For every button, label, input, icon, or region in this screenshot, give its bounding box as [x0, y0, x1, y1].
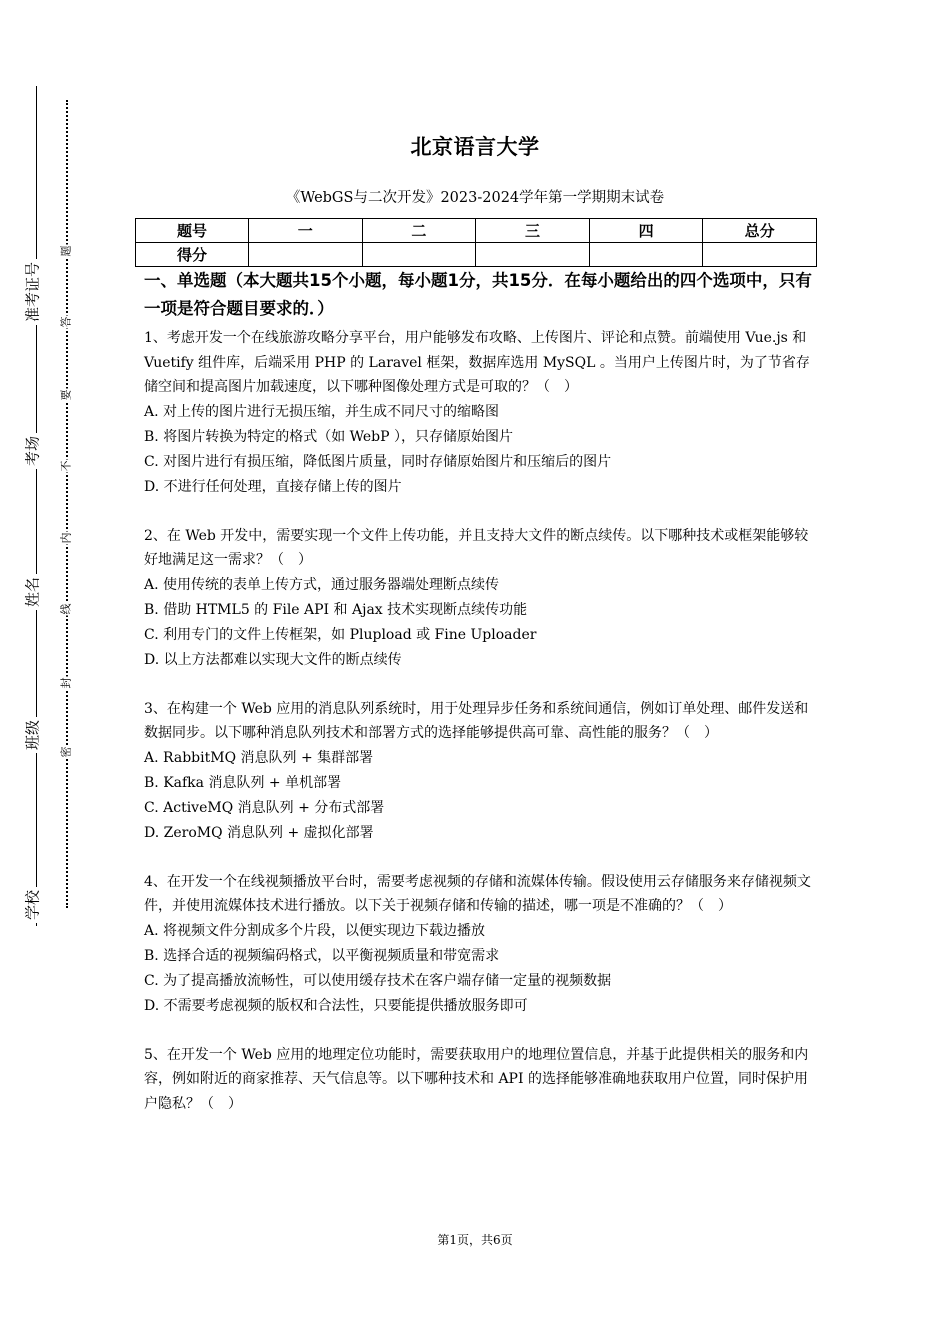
question-stem: 2、在 Web 开发中，需要实现一个文件上传功能，并且支持大文件的断点续传。以下哪种技术或框架能够较好地满足这一需求？（ ）: [144, 527, 809, 568]
score-cell: [476, 243, 590, 267]
question-2: [144, 524, 814, 673]
exam-room-field-label: 考场: [22, 433, 43, 469]
question-stem: 4、在开发一个在线视频播放平台时，需要考虑视频的存储和流媒体传输。假设使用云存储服务来存储视频文件，并使用流媒体技术进行播放。以下关于视频存储和传输的描述，哪一项是不准确的？（ ）: [144, 873, 811, 914]
seal-char: 封: [59, 677, 73, 689]
table-header-cell: 二: [362, 219, 476, 243]
option-d: D. 以上方法都难以实现大文件的断点续传: [144, 651, 402, 668]
score-cell: [589, 243, 703, 267]
seal-char: 线: [59, 603, 73, 615]
exam-title: 《WebGS与二次开发》2023-2024学年第一学期期末试卷: [285, 190, 665, 206]
name-field-label: 姓名: [22, 574, 43, 610]
seal-char: 答: [59, 316, 73, 328]
question-1: [144, 326, 814, 500]
option-a: A. 使用传统的表单上传方式，通过服务器端处理断点续传: [144, 576, 500, 593]
option-d: D. 不需要考虑视频的版权和合法性，只要能提供播放服务即可: [144, 997, 528, 1014]
option-c: C. 利用专门的文件上传框架，如 Plupload 或 Fine Uploader: [144, 626, 537, 643]
table-header-cell: 总分: [703, 219, 817, 243]
score-table: [135, 218, 817, 267]
option-b: B. Kafka 消息队列 + 单机部署: [144, 774, 342, 791]
question-stem: 3、在构建一个 Web 应用的消息队列系统时，用于处理异步任务和系统间通信，例如订单处理、邮件发送和数据同步。以下哪种消息队列技术和部署方式的选择能够提供高可靠、高性能的服务？（ ）: [144, 700, 809, 741]
table-header-cell: 一: [249, 219, 363, 243]
option-a: A. 对上传的图片进行无损压缩，并生成不同尺寸的缩略图: [144, 403, 500, 420]
option-c: C. ActiveMQ 消息队列 + 分布式部署: [144, 799, 385, 816]
option-d: D. 不进行任何处理，直接存储上传的图片: [144, 478, 402, 495]
table-header-cell: 四: [589, 219, 703, 243]
class-field-label: 班级: [22, 717, 43, 753]
seal-char: 要: [59, 389, 73, 401]
option-d: D. ZeroMQ 消息队列 + 虚拟化部署: [144, 824, 374, 841]
option-b: B. 将图片转换为特定的格式（如 WebP ），只存储原始图片: [144, 428, 514, 445]
question-stem: 5、在开发一个 Web 应用的地理定位功能时，需要获取用户的地理位置信息，并基于此提供相关的服务和内容，例如附近的商家推荐、天气信息等。以下哪种技术和 API 的选择能够准确地获取用户位置，同时保护用户隐私？（ ）: [144, 1046, 809, 1112]
option-b: B. 选择合适的视频编码格式，以平衡视频质量和带宽需求: [144, 947, 500, 964]
seal-char: 内: [59, 532, 73, 544]
score-row-label: 得分: [136, 243, 249, 267]
section-heading: 一、单选题（本大题共15个小题，每小题1分，共15分．在每小题给出的四个选项中，只有一项是符合题目要求的．）: [144, 271, 812, 318]
option-c: C. 为了提高播放流畅性，可以使用缓存技术在客户端存储一定量的视频数据: [144, 972, 612, 989]
table-header-cell: 三: [476, 219, 590, 243]
seal-char: 不: [59, 460, 73, 472]
university-title: 北京语言大学: [410, 135, 540, 159]
admission-number-field-label: 准考证号: [22, 259, 43, 325]
seal-char: 题: [59, 245, 73, 257]
table-header-cell: 题号: [136, 219, 249, 243]
score-table-score-row: [136, 243, 817, 267]
question-4: [144, 870, 814, 1019]
binding-line: [36, 86, 37, 926]
option-b: B. 借助 HTML5 的 File API 和 Ajax 技术实现断点续传功能: [144, 601, 528, 618]
question-5: [144, 1043, 814, 1117]
page-number: 第1页，共6页: [437, 1233, 513, 1247]
exam-content: [144, 267, 814, 1140]
school-field-label: 学校: [22, 887, 43, 923]
question-3: [144, 697, 814, 846]
score-cell: [362, 243, 476, 267]
option-a: A. 将视频文件分割成多个片段，以便实现边下载边播放: [144, 922, 486, 939]
option-a: A. RabbitMQ 消息队列 + 集群部署: [144, 749, 374, 766]
score-cell: [703, 243, 817, 267]
seal-char: 密: [59, 746, 73, 758]
seal-dotted-line: [66, 100, 68, 908]
score-table-header-row: [136, 219, 817, 243]
score-cell: [249, 243, 363, 267]
option-c: C. 对图片进行有损压缩，降低图片质量，同时存储原始图片和压缩后的图片: [144, 453, 612, 470]
question-stem: 1、考虑开发一个在线旅游攻略分享平台，用户能够发布攻略、上传图片、评论和点赞。前端使用 Vue.js 和 Vuetify 组件库，后端采用 PHP 的 Laravel 框架，数据库选用 MySQL 。当用户上传图片时，为了节省存储空间和提高图片加载速度，以下哪种图像处理方式是可取的？（ ）: [144, 330, 810, 395]
